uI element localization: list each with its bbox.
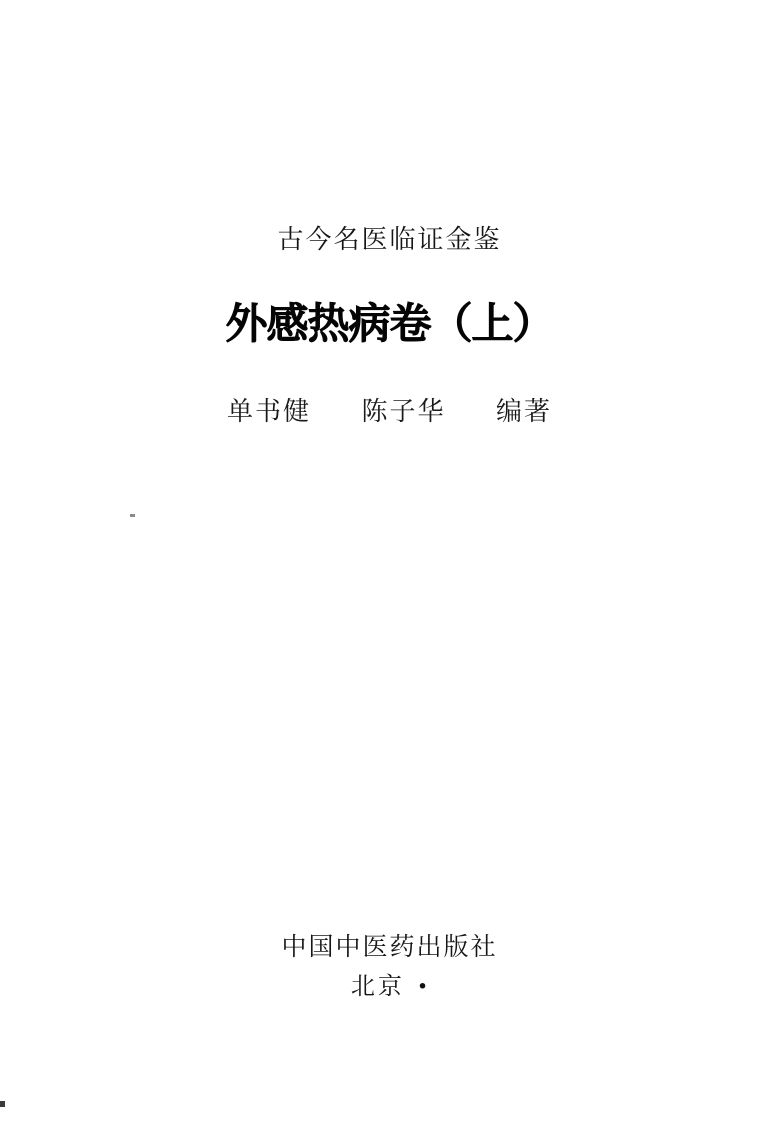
byline xyxy=(0,391,779,428)
series-title: 古今名医临证金鉴 xyxy=(277,224,502,254)
author-name-1: 单书健 xyxy=(226,397,311,426)
publisher-name: 中国中医药出版社 xyxy=(281,934,498,961)
byline-role: 编著 xyxy=(496,397,553,426)
publisher-city-line: 北京 · xyxy=(350,968,429,1005)
scan-speck-icon xyxy=(0,1101,5,1107)
publisher-city: 北京 xyxy=(350,974,405,1000)
book-title: 外感热病卷（上） xyxy=(225,302,554,348)
author-name-2: 陈子华 xyxy=(361,397,446,426)
scan-speck-icon xyxy=(130,514,135,517)
